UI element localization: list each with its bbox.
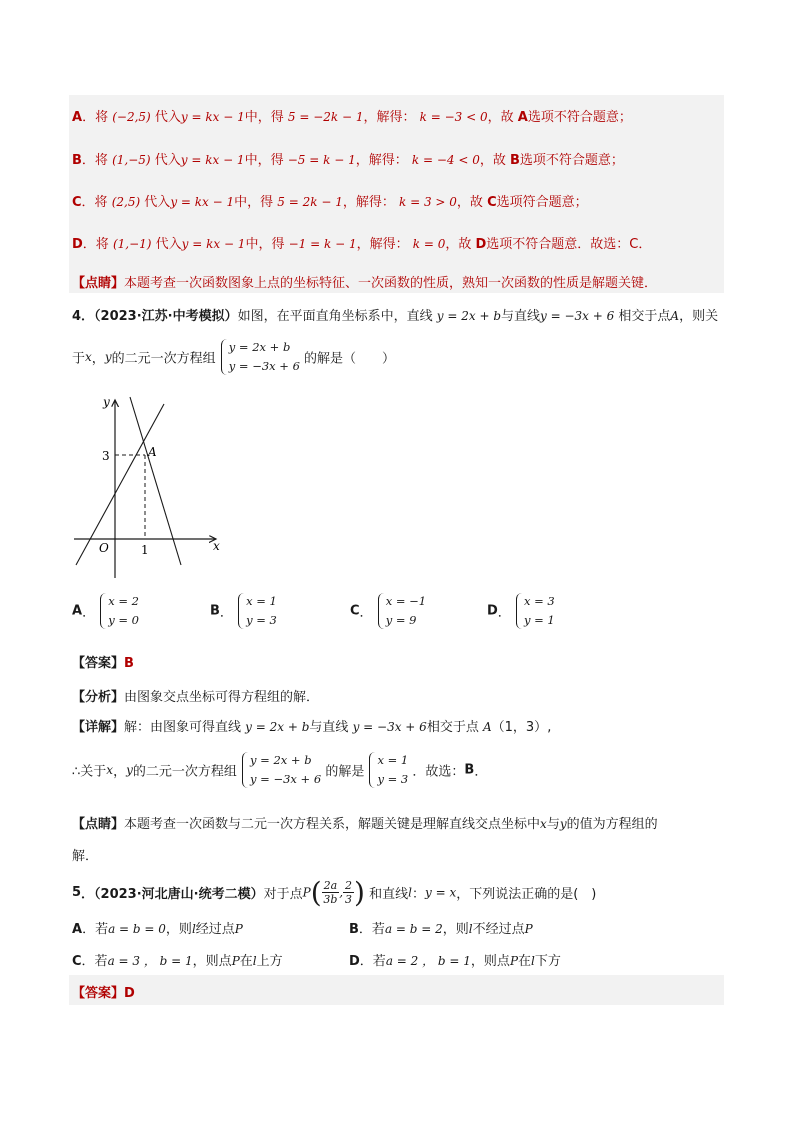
q5-stem: 5．（2023·河北唐山·统考二模）对于点P( $\frac{2a}{3b}$ , $\frac{2}{3}$ ) 和直线l：y = x，下列说法正确的是( )	[72, 876, 597, 909]
q4-stem-line2: 于x，y的二元一次方程组 y = 2x + b y = −3x + 6 的解是（ ）	[72, 338, 395, 376]
q4-detail-line2: ∴关于x，y的二元一次方程组 y = 2x + b y = −3x + 6 的解是 x = 1 y = 3 ．故选：B．	[72, 751, 487, 789]
q5-choice-c: C．若a = 3 ， b = 1，则点P在l上方	[72, 954, 283, 969]
prev-option-d: D．将 (1,−1) 代入y = kx − 1中，得 −1 = k − 1，解得： k = 0，故 D选项不符合题意．故选：C．	[72, 237, 652, 252]
axis-label-y: y	[103, 395, 110, 409]
q4-detail-line1: 【详解】解：由图象可得直线 y = 2x + b与直线 y = −3x + 6相交于点 A（1，3）,	[72, 720, 552, 735]
prev-option-b: B．将 (1,−5) 代入y = kx − 1中，得 −5 = k − 1，解得： k = −4 < 0，故 B选项不符合题意；	[72, 153, 624, 168]
prev-option-c: C．将 (2,5) 代入y = kx − 1中，得 5 = 2k − 1，解得： k = 3 > 0，故 C选项符合题意；	[72, 195, 588, 210]
q4-analysis: 【分析】由图象交点坐标可得方程组的解．	[72, 690, 320, 705]
line-y-2x-b	[76, 404, 164, 565]
q4-stem-line1: 4．（2023·江苏·中考模拟）如图，在平面直角坐标系中，直线 y = 2x + b与直线y = −3x + 6 相交于点A，则关	[72, 309, 719, 324]
q4-comment-cont: 解．	[72, 849, 99, 864]
q4-choice-a: A． x = 2 y = 0	[72, 592, 139, 630]
q5-choice-b: B．若a = b = 2，则l不经过点P	[349, 922, 533, 937]
point-a-label: A	[148, 445, 157, 459]
q5-answer-background	[69, 975, 724, 1005]
axis-label-x: x	[213, 539, 220, 553]
q4-choice-c: C． x = −1 y = 9	[350, 592, 426, 630]
line-y-neg3x-6	[130, 397, 181, 565]
q4-choice-b: B． x = 1 y = 3	[210, 592, 277, 630]
tick-label-3: 3	[102, 449, 110, 463]
q5-choice-a: A．若a = b = 0，则l经过点P	[72, 922, 243, 937]
q4-equation-system: y = 2x + b y = −3x + 6	[220, 338, 300, 376]
tick-label-1: 1	[141, 543, 149, 557]
q4-graph	[68, 392, 228, 582]
q5-choice-d: D．若a = 2 ， b = 1，则点P在l下方	[349, 954, 561, 969]
q4-answer: 【答案】B	[72, 656, 134, 671]
q4-choice-d: D． x = 3 y = 1	[487, 592, 555, 630]
prev-comment: 【点睛】本题考查一次函数图象上点的坐标特征、一次函数的性质，熟知一次函数的性质是解题关键．	[72, 276, 658, 291]
prev-option-a: A．将 (−2,5) 代入y = kx − 1中，得 5 = −2k − 1，解得： k = −3 < 0，故 A选项不符合题意；	[72, 110, 632, 125]
q4-comment: 【点睛】本题考查一次函数与二元一次方程关系，解题关键是理解直线交点坐标中x与y的值为方程组的	[72, 817, 658, 832]
q5-answer: 【答案】D	[72, 986, 135, 1001]
origin-label: O	[99, 541, 109, 555]
